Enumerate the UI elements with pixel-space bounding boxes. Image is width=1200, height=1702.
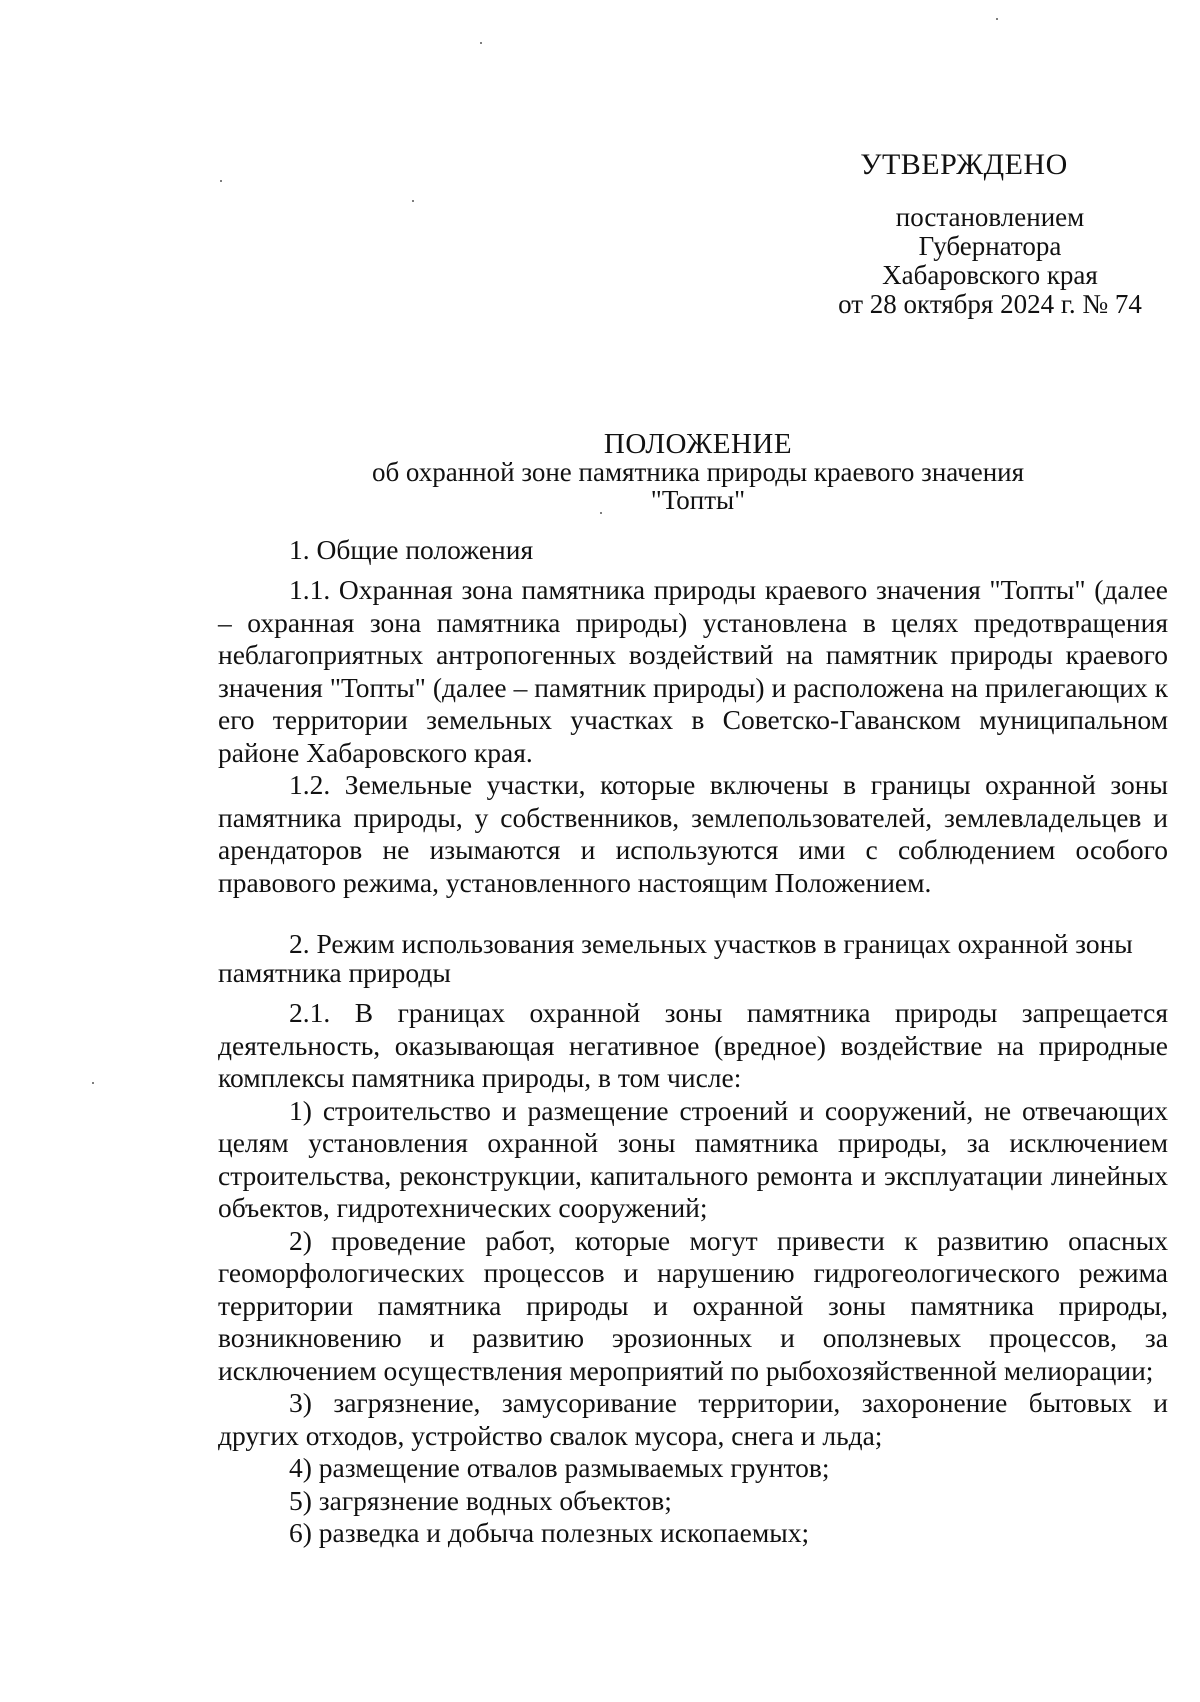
paragraph: 1.2. Земельные участки, которые включены в границы охранной зоны памятника природы, у собственников, землепользователей, землевладельцев и арендаторов не изымаются и используются ими с соблюдением особого правового режима, установленного настоящим Положением. [218,769,1168,898]
list-item: 2) проведение работ, которые могут привести к развитию опасных геоморфологических процессов и нарушению гидрогеологического режима территории памятника природы и охранной зоны памятника природы, возникновению и развитию эрозионных и оползневых процессов, за исключением осуществления мероприятий по рыбохозяйственной мелиорации; [218,1224,1168,1386]
approval-line: Хабаровского края [882,260,1098,290]
document-heading [226,430,1170,514]
scan-speck [480,42,482,44]
paragraph: 2.1. В границах охранной зоны памятника природы запрещается деятельность, оказывающая негативное (вредное) воздействие на природные комплексы памятника природы, в том числе: [218,997,1168,1093]
document-title: ПОЛОЖЕНИЕ [603,428,793,460]
section-heading: 1. Общие положения [289,534,534,565]
list-item: 6) разведка и добыча полезных ископаемых; [289,1517,810,1548]
document-subtitle: "Топты" [650,485,746,515]
scan-speck [92,1082,94,1084]
scan-speck [412,200,414,202]
approval-block [800,150,1180,319]
section-heading: 2. Режим использования земельных участков в границах охранной зоны [289,928,1133,959]
approval-line: Губернатора [918,231,1062,261]
approval-date: от 28 октября 2024 г. № 74 [838,289,1142,319]
approval-line: постановлением [895,202,1085,232]
document-body [218,535,1168,1550]
document-subtitle: об охранной зоне памятника природы краевого значения [371,457,1025,487]
approval-stamp: УТВЕРЖДЕНО [860,148,1068,181]
list-item: 3) загрязнение, замусоривание территории, захоронение бытовых и других отходов, устройство свалок мусора, снега и льда; [218,1387,1168,1451]
section-heading-continued: памятника природы [218,957,451,988]
scan-speck [996,18,998,20]
list-item: 5) загрязнение водных объектов; [289,1484,672,1516]
paragraph: 1.1. Охранная зона памятника природы краевого значения "Топты" (далее – охранная зона памятника природы) установлена в целях предотвращения неблагоприятных антропогенных воздействий на памятник природы краевого значения "Топты" (далее – памятник природы) и расположена на прилегающих к его территории земельных участках в Советско-Гаванском муниципальном районе Хабаровского края. [218,574,1168,768]
list-item: 4) размещение отвалов размываемых грунтов; [289,1452,830,1483]
scan-speck [220,180,222,182]
list-item: 1) строительство и размещение строений и сооружений, не отвечающих целям установления охранной зоны памятника природы, за исключением строительства, реконструкции, капитального ремонта и эксплуатации линейных объектов, гидротехнических сооружений; [218,1094,1168,1223]
